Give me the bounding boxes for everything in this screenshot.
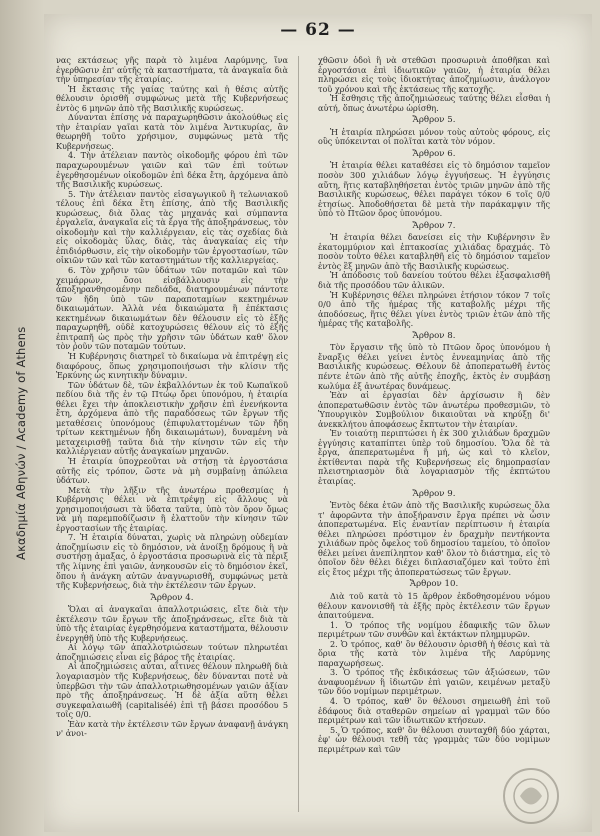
paragraph: Ὅλαι αἱ ἀναγκαῖαι ἀπαλλοτριώσεις, εἴτε διὰ τὴν ἐκτέλεσιν τῶν ἔργων τῆς ἀποξηράνσεως, εἴτε διὰ τὰ ὑπὸ τῆς ἑταιρίας ἐγερθησόμενα καταστήματα, θέλουσιν ἐνεργηθῆ ὑπὸ τῆς Κυβερνήσεως. bbox=[56, 604, 288, 643]
paragraph: 3. Ὁ τρόπος τῆς ἐκδικάσεως τῶν ἀξιώσεων, τῶν ἀναφυομένων ἢ ἰδιωτῶν ἐπὶ γαιῶν, κειμένων μεταξὺ τῶν δύο νομίμων περιμέτρων. bbox=[318, 667, 550, 697]
paragraph: Ἡ ἔκτασις τῆς γαίας ταύτης καὶ ἡ θέσις αὐτῆς θέλουσιν ὁρισθῆ συμφώνως μετὰ τῆς Κυβερνήσεως ἐντὸς 6 μηνῶν ἀπὸ τῆς Βασιλικῆς κυρώσεως. bbox=[56, 83, 288, 113]
paragraph: Τῶν ὑδάτων δὲ, τῶν ἐκβαλλόντων ἐκ τοῦ Κωπαϊκοῦ πεδίου διὰ τῆς ἐν τῷ Πτώῳ ὄρει ὑπονόμου, ἡ ἑταιρία θέλει ἔχει τὴν ἀποκλειστικὴν χρῆσιν ἐπὶ ἐνενήκοντα ἔτη, ἀρχόμενα ἀπὸ τῆς παραδόσεως τῶν ἔργων τῆς μεταθέσεις ὑπονόμους (ἐπιφυλαττομένων τῶν ἤδη τρίτων κεκτημένων ἤδη δικαιωμάτων), δυναμένη νὰ μεταχειρισθῇ ταῦτα διὰ τὴν κίνησιν τῶν εἰς τὴν καλλιέργειαν αὐτῆς ἀναγκαίων μηχανῶν. bbox=[56, 379, 288, 457]
right-column bbox=[318, 56, 550, 816]
column-divider bbox=[298, 56, 299, 812]
article-heading: Ἄρθρον 8. bbox=[412, 330, 456, 341]
paragraph: Ἐν τοιαύτῃ περιπτώσει ἡ ἐκ 300 χιλιάδων δραχμῶν ἐγγύησις καταπίπτει ὑπὲρ τοῦ δημοσίου. Ὅλα δὲ τὰ ἔργα, ἀπεπερατωμένα ἢ μή, ὡς καὶ τὸ κλεῖον, ἐκτίθενται παρὰ τῆς Κυβερνήσεως εἰς δημοπρασίαν πλειστηριασμὸν διὰ λογαριασμὸν τῆς ἐκπτώτου ἑταιρίας. bbox=[318, 428, 550, 486]
article-heading: Ἄρθρον 10. bbox=[409, 579, 459, 590]
paragraph: Ἡ Κυβέρνησις θέλει πληρώνει ἐτήσιον τόκον 7 τοῖς 0/0 ἀπὸ τῆς ἡμέρας τῆς καταβολῆς μέχρι τῆς ἀποδόσεως, ἥτις θέλει γίνει ἐντὸς τριῶν ἐτῶν ἀπὸ τῆς ἡμέρας τῆς καταβολῆς. bbox=[318, 289, 550, 329]
article-heading: Ἄρθρον 7. bbox=[412, 220, 456, 231]
paragraph: 1. Ὁ τρόπος τῆς νομίμου ἐδαφικῆς τῶν ὅλων περιμέτρων τῶν συνθῶν καὶ ἐκτάκτων πλημμυρῶν. bbox=[318, 619, 550, 640]
paragraph: 5. Τὴν ἀτέλειαν παντὸς εἰσαγωγικοῦ ἢ τελωνιακοῦ τέλους ἐπὶ δέκα ἔτη ἐπίσης, ἀπὸ τῆς Βασιλικῆς κυρώσεως, διὰ ὅλας τὰς μηχανάς καὶ σύμπαντα ἐργαλεῖα, ἀναγκαῖα εἰς τὰ ἔργα τῆς ἀποξηράνσεως, τὸν οἰκοδομὴν καὶ τὴν καλλιέργειαν, εἰς τὰς σχεδίας διὰ εἰς οἰκοδομὰς ὕλας, διὰς, τὰς ἀναγκαίας εἰς τὴν ἐπιδιόρθωσιν, εἰς τὴν οἰκοδομὴν τῶν ἐργοστασίων, τῶν οἰκιῶν τῶν καὶ τῶν καταστημάτων τῆς καλλιεργείας. bbox=[56, 188, 288, 266]
paragraph: Τὸν ἔργασιν τῆς ὑπὸ τὸ Πτῶον ὄρος ὑπονόμου ἡ ἔναρξις θέλει γείνει ἐντὸς ἐννεαμηνίας ἀπὸ τῆς Βασιλικῆς κυρώσεως. Θέλουν δὲ ἀποπερατωθῆ ἐντὸς πέντε ἐτῶν ἀπὸ τῆς αὐτῆς ἐποχῆς, ἐκτὸς ἐν συμβάσῃ κωλύμα ἐξ ἀνωτέρας δυνάμεως. bbox=[318, 342, 550, 391]
paragraph: Ἐὰν αἱ ἐργασίαι δὲν ἀρχίσωσιν ἢ δὲν ἀποπερατωθῶσιν ἐντὸς τῶν ἀνωτέρω προθεσμιῶν, τὸ Ὑπουργικὸν Συμβούλιον δικαιοῦται νὰ κηρύξῃ δι' ἀνεκκλήτου ἀποφάσεως ἔκπτωτον τὴν ἑταιρίαν. bbox=[318, 390, 550, 429]
paragraph: 7. Ἡ ἑταιρία δύναται, χωρὶς νὰ πληρώνῃ οὐδεμίαν ἀποζημίωσιν εἰς τὸ δημόσιον, νὰ ἀνοίξῃ δρόμους ἢ νὰ συστήσῃ ἁμαξας, ὁ ἐργοστάσια προσωρινὰ εἰς τὰ πέριξ τῆς λίμνης ἐπὶ γαιῶν, ἀνηκουσῶν εἰς τὸ δημόσιον ἐκεῖ, ὅπου ἡ ἀνάγκη αὐτῶν ἀναγνωρισθῆ, συμφώνως μετὰ τῆς Κυβερνήσεως, διὰ τὴν ἐκτέλεσιν τῶν ἔργων. bbox=[56, 532, 288, 591]
paragraph: Ἡ ἑταιρία πληρώσει μόνον τοὺς αὐτοὺς φόρους, εἰς οὓς ὑπόκεινται οἱ πολῖται κατὰ τὸν νόμον. bbox=[318, 126, 550, 147]
paragraph: Μετὰ τὴν λῆξιν τῆς ἀνωτέρω προθεσμίας ἡ Κυβέρνησις θέλει νὰ ἐπιτρέψῃ εἰς ἄλλους νὰ χρησιμοποιήσωσι τὰ ὕδατα ταῦτα, ὑπὸ τὸν ὅρον ὅμως νὰ μὴ παρεμποδίζωσιν ἢ ἐλαττοῦν τὴν κίνησιν τῶν ἐργοστασίων τῆς ἑταιρίας. bbox=[56, 484, 288, 533]
paragraph: Ἐὰν κατὰ τὴν ἐκτέλεσιν τῶν ἔργων ἀναφανῇ ἀνάγκη ν' ἀνοι- bbox=[56, 718, 288, 739]
paragraph: 6. Τὸν χρῆσιν τῶν ὑδάτων τῶν ποταμῶν καὶ τῶν χειμάρρων, ὅσοι εἰσβάλλουσιν εἰς τὴν ἀποξηρανθησομένην πεδιάδα, διατηρουμένων πάντοτε τῶν ἤδη ὑπὸ τῶν παραποταμίων κεκτημένων δικαιωμάτων. Ἀλλὰ νέα δικαιώματα ἢ ἐπέκτασις κεκτημένων δικαιωμάτων δὲν θέλουσιν εἰς τὸ ἑξῆς παραχωρηθῆ, οὐδὲ κατοχυρώσεις θέλουν εἰς τὸ ἑξῆς ἐπιτραπῆ ὡς πρὸς τὴν χρῆσιν τῶν ὑδάτων καθ' ὅλον τὸν ῥοῦν τῶν ποταμῶν τούτων. bbox=[56, 265, 288, 352]
paragraph: 5. Ὁ τρόπος, καθ' ὃν θέλουσι συνταχθῆ δύο χάρται, ἐφ' ὧν θέλουσι τεθῆ τὰς γραμμὰς τῶν δύο νομίμων περιμέτρων καὶ τῶν bbox=[318, 724, 550, 754]
paragraph: Αἱ λόγῳ τῶν ἀπαλλοτριώσεων τούτων πληρωτέαι ἀποζημιώσεις εἶναι εἰς βάρος τῆς ἑταιρίας. bbox=[56, 642, 288, 662]
paragraph: Ἡ ἑταιρία θέλει δανείσει εἰς τὴν Κυβέρνησιν ἓν ἑκατομμύριον καὶ ἑπτακοσίας χιλιάδας δραχμάς. Τὸ ποσὸν τοῦτο θέλει καταβληθῆ εἰς τὸ δημόσιον ταμεῖον ἐντὸς ἓξ μηνῶν ἀπὸ τῆς Βασιλικῆς κυρώσεως. bbox=[318, 232, 550, 271]
archive-watermark: Ακαδημία Αθηνών / Academy of Athens bbox=[14, 326, 28, 560]
paragraph: Ἡ ἔσθησις τῆς ἀποζημιώσεως ταύτης θέλει εἶσθαι ἡ αὐτή, ὅπως ἀνωτέρω ὡρίσθη. bbox=[318, 93, 550, 113]
paragraph: Διὰ τοῦ κατὰ τὸ 15 ἄρθρον ἐκδοθησομένου νόμου θέλουν κανονισθῆ τὰ ἑξῆς πρὸς ἐκτέλεσιν τῶν ἔργων ἀπαιτούμενα. bbox=[318, 590, 550, 621]
paragraph: Αἱ ἀποζημιώσεις αὗται, αἵτινες θέλουν πληρωθῆ διὰ λογαριασμὸν τῆς Κυβερνήσεως, δὲν δύνανται ποτὲ νὰ ὑπερβῶσι τὴν τῶν ἀπαλλοτριωθησομένων γαιῶν ἀξίαν πρὸ τῆς ἀποξηράνσεως. Ἡ δὲ ἀξία αὕτη θέλει συγκεφαλαιωθῆ (capitaliséé) ἐπὶ τῇ βάσει προσόδου 5 τοῖς 0/0. bbox=[56, 661, 288, 720]
article-heading: Ἄρθρον 6. bbox=[412, 148, 456, 159]
paragraph: Δύνανται ἐπίσης νὰ παραχωρηθῶσιν ἀκολούθως εἰς τὴν ἑταιρίαν γαῖαι κατὰ τὸν λιμένα Ἀντικυρίας, ἂν θεωρηθῆ τοῦτο χρήσιμον, συμφώνως μετὰ τῆς Κυβερνήσεως. bbox=[56, 112, 288, 151]
article-heading: Ἄρθρον 5. bbox=[412, 115, 456, 126]
left-column bbox=[56, 56, 288, 816]
paragraph: χθῶσιν ὁδοὶ ἢ νὰ στεθῶσι προσωρινὰ ἀποθῆκαι καὶ ἐργοστάσια ἐπὶ ἰδιωτικῶν γαιῶν, ἡ ἑταιρία θέλει πληρώσει εἰς τοὺς ἰδιοκτήτας ἀποζημίωσιν, ἀνάλογον τοῦ χρόνου καὶ τῆς ἐκτάσεως τῆς κατοχῆς. bbox=[318, 56, 550, 94]
library-stamp bbox=[500, 765, 562, 827]
paragraph: νας εκτάσεως γῆς παρὰ τὸ λιμένα Λαρύμνης, ἵνα ἐγερθῶσιν ἐπ' αὐτῆς τὰ καταστήματα, τὰ ἀναγκαῖα διὰ τὴν ὑπηρεσίαν τῆς ἑταιρίας. bbox=[56, 56, 288, 85]
article-heading: Ἄρθρον 4. bbox=[150, 592, 194, 603]
paragraph: 2. Ὁ τρόπος, καθ' ὃν θέλουσιν ὁρισθῆ ἡ θέσις καὶ τὰ ὅρια τῆς κατὰ τὸν λιμένα τῆς Λαρύμνης παραχωρήσεως. bbox=[318, 638, 550, 668]
paragraph: Ἡ ἑταιρία θέλει καταθέσει εἰς τὸ δημόσιον ταμεῖον ποσὸν 300 χιλιάδων λόγῳ ἐγγυήσεως. Ἡ ἐγγύησις αὕτη, ἥτις καταβληθήσεται ἐντὸς τριῶν μηνῶν ἀπὸ τῆς Βασιλικῆς κυρώσεως, θέλει παράγει τόκον 6 τοῖς 0/0 ἐτησίως. Ἀποδοθήσεται δὲ μετὰ τὴν παράκαμψιν τῆς ὑπὸ τὸ Πτῶον ὄρος ὑπονόμου. bbox=[318, 160, 550, 219]
paragraph: Ἡ Κυβέρνησις διατηρεῖ τὸ δικαίωμα νὰ ἐπιτρέψῃ εἰς διαφόρους, ὅπως χρησιμοποιήσωσι τὴν κλίσιν τῆς Ἑρκύνης ὡς κινητικὴν δύναμιν. bbox=[56, 350, 288, 381]
paragraph: 4. Τὴν ἀτέλειαν παντὸς οἰκοδομῆς φόρου ἐπὶ τῶν παραχωρουμένων γαιῶν καὶ τῶν ἐπὶ τούτων ἐγερθησομένων οἰκοδομῶν ἐπὶ δέκα ἔτη, ἀρχόμενα ἀπὸ τῆς Βασιλικῆς κυρώσεως. bbox=[56, 150, 288, 190]
paragraph: 4. Ὁ τρόπος, καθ' ὃν θέλουσι σημειωθῆ ἐπὶ τοῦ ἐδάφους διὰ σταθερῶν σημείων αἱ γραμμαὶ τῶν δύο περιμέτρων καὶ τῶν ἰδιωτικῶν κτήσεων. bbox=[318, 696, 550, 726]
paragraph: Ἡ ἑταιρία ὑποχρεοῦται νὰ στήσῃ τὰ ἐργοστάσια αὐτῆς εἰς τρόπον, ὥστε νὰ μὴ συμβαίνῃ ἀπώλεια ὑδάτων. bbox=[56, 455, 288, 486]
paragraph: Ἐντὸς δέκα ἐτῶν ἀπὸ τῆς Βασιλικῆς κυρώσεως ὅλα τ' ἀφορῶντα τὴν ἀποξήρανσιν ἔργα πρέπει νὰ ὦσιν ἀποπερατωμένα. Εἰς ἐναντίαν περίπτωσιν ἡ ἑταιρία θέλει πληρώσει πρόστιμον ἐν δραχμὴν πεντήκοντα χιλιάδων πρὸς ὄφελος τοῦ δημοσίου ταμείου, τὸ ὁποῖον θέλει μείνει ἀνεπίληπτον καθ' ὅλον τὸ διάστημα, εἰς τὸ ὁποῖον δὲν θέλει διέχει διπλασιαζόμεν καὶ τοῦτο ἐπὶ εἰς ἔτος μέχρι τῆς ἀποπερατώσεως τῶν ἔργων. bbox=[318, 500, 550, 577]
paragraph: Ἡ ἀπόδοσις τοῦ δανείου τούτου θέλει ἐξασφαλισθῆ διὰ τῆς προσόδου τῶν ἁλικῶν. bbox=[318, 270, 550, 291]
page-number: — 62 — bbox=[280, 20, 356, 40]
article-heading: Ἄρθρον 9. bbox=[412, 488, 456, 499]
